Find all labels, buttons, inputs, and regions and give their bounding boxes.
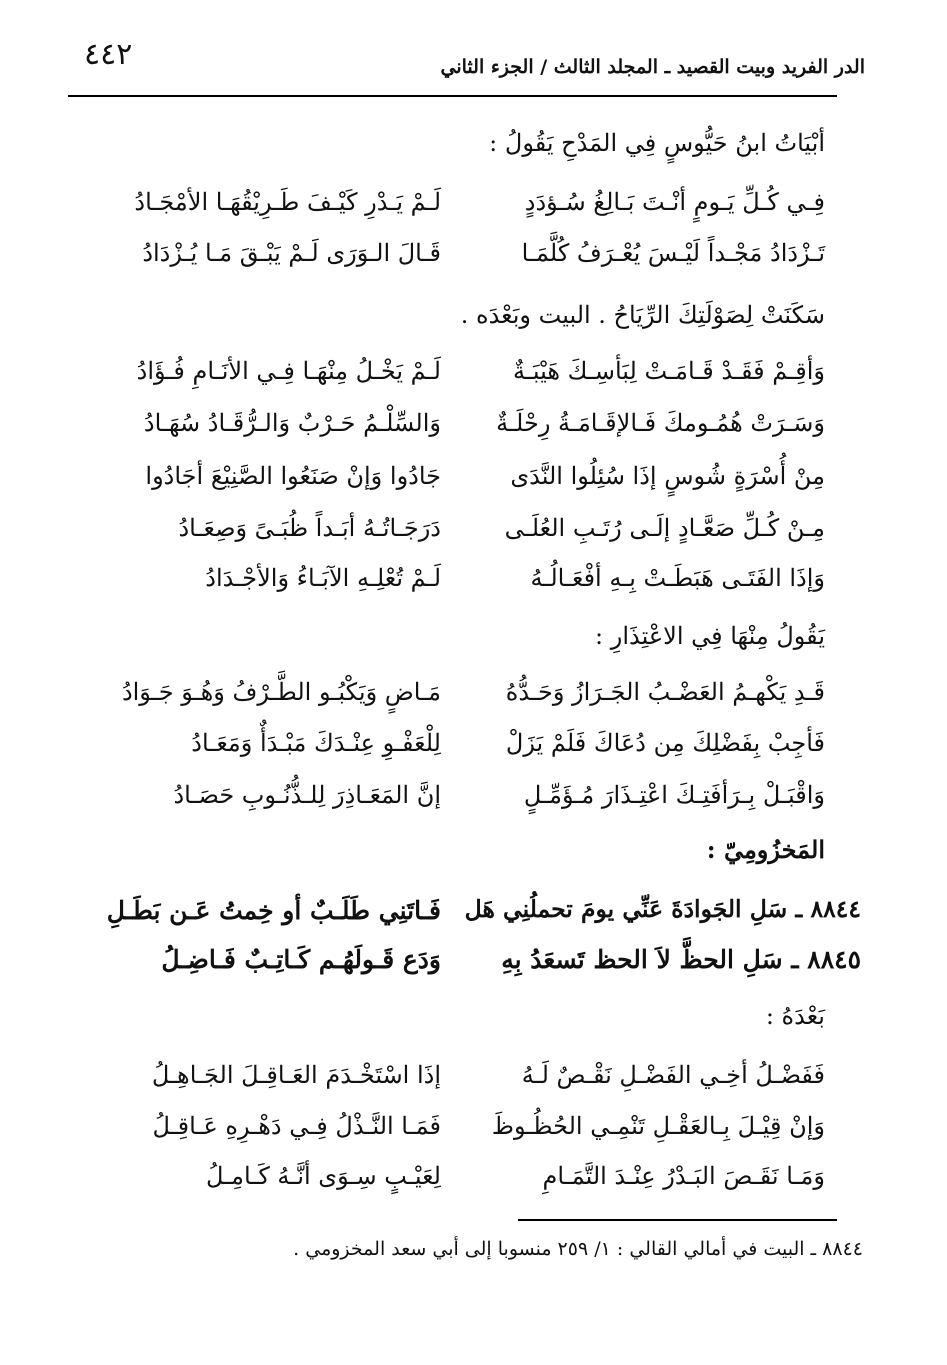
verse-first-hemistich: وَأقِـمْ فَقَـدْ قَـامَـتْ لِبَأسِـكَ هَيْبَـةٌ — [512, 357, 825, 385]
footnote-rule — [518, 1219, 837, 1221]
verse-second-hemistich: لَـمْ يَـدْرِ كَيْـفَ طَـرِيْقُهَـا الأمْجَـادُ — [134, 188, 441, 216]
verse-first-hemistich: مِنْ أُسْرَةٍ شُوسٍ إذَا سُئِلُوا النَّدَى — [510, 462, 825, 490]
verse-first-hemistich: وَإنْ قِيْـلَ بِـالعَقْـلِ تَنْمِـي الحُظُـوظَ — [491, 1112, 825, 1140]
verse-second-hemistich: فَمَـا النَّـذْلُ فِـي دَهْـرِهِ عَـاقِـلُ — [152, 1112, 441, 1140]
intro-line: يَقُولُ مِنْهَا فِي الاعْتِذَارِ : — [595, 622, 825, 650]
verse-second-hemistich: لَـمْ تُعْلِـهِ الآبَـاءُ وَالأجْـدَادُ — [205, 564, 441, 592]
verse-second-hemistich: لَـمْ يَخْـلُ مِنْهَـا فِـي الأنَـامِ فُـؤَادُ — [136, 357, 441, 385]
footnote: ٨٨٤٤ ـ البيت في أمالي القالي : ١/ ٢٥٩ منسوبا إلى أبي سعد المخزومي . — [293, 1238, 863, 1260]
numbered-verse-first-hemistich: ٨٨٤٤ ـ سَلِ الجَوادَةَ عَنِّي يومَ تحملُنِي هَل — [464, 895, 861, 923]
verse-first-hemistich: فَفَضْـلُ أخِـي الفَضْـلِ نَقْـصٌ لَـهُ — [521, 1061, 825, 1089]
verse-second-hemistich: جَادُوا وَإنْ صَنَعُوا الصَّنِيْعَ أجَادُوا — [145, 462, 441, 490]
intro-line: أبْيَاتُ ابنُ حَيُّوسٍ فِي المَدْحِ يَقُولُ : — [489, 129, 825, 157]
verse-second-hemistich: قَـالَ الـوَرَى لَـمْ يَبْـقَ مَـا يُـزْدَادُ — [142, 239, 441, 267]
verse-second-hemistich: مَـاضٍ وَيَكْبُـو الطَّـرْفُ وَهُـوَ جَـوَادُ — [121, 678, 441, 706]
running-header: الدر الفريد وبيت القصيد ـ المجلد الثالث / الجزء الثاني — [440, 56, 865, 78]
verse-second-hemistich: إذَا اسْتَخْـدَمَ العَـاقِـلَ الجَـاهِـلُ — [151, 1061, 441, 1089]
verse-first-hemistich: مِـنْ كُـلِّ صَعَّـادٍ إلَـى رُتَـبِ العُلَـى — [504, 514, 825, 542]
verse-first-hemistich: تَـزْدَادُ مَجْـداً لَيْـسَ يُعْـرَفُ كُلَّمَـا — [521, 239, 825, 267]
verse-first-hemistich: وَمَـا نَقَـصَ البَـدْرُ عِنْـدَ التَّمَـامِ — [542, 1162, 825, 1190]
verse-first-hemistich: وَإذَا الفَتَـى هَبَطَـتْ بِـهِ أفْعَـالُـهُ — [530, 564, 825, 592]
verse-second-hemistich: دَرَجَـاتُـهُ أبَـداً ظُبَـىً وَصِعَـادُ — [178, 514, 441, 542]
poet-attribution: المَخزُومِيّ : — [706, 835, 825, 864]
intro-line: سَكَنَتْ لِصَوْلَتِكَ الرِّيَاحُ . البيت وبَعْدَه . — [460, 301, 825, 329]
header-rule — [68, 95, 837, 97]
verse-second-hemistich: إنَّ المَعَـاذِرَ لِلـذُّنُـوبِ حَصَـادُ — [173, 781, 441, 809]
verse-second-hemistich: وَالسِّلْـمُ حَـرْبٌ وَالـرُّقَـادُ سُهَـادُ — [143, 409, 441, 437]
numbered-verse-second-hemistich: وَدَع قَـولَهُـم كَـاتِـبٌ فَـاضِـلُ — [161, 945, 441, 974]
verse-first-hemistich: وَسَـرَتْ هُمُـومكَ فَـالإقَـامَـةُ رِحْلَـةٌ — [496, 409, 825, 437]
verse-second-hemistich: لِلْعَفْـوِ عِنْـدَكَ مَبْـدَأٌ وَمَعَـادُ — [191, 729, 441, 757]
numbered-verse-first-hemistich: ٨٨٤٥ ـ سَلِ الحظَّ لاَ الحظ تَسعَدُ بِهِ — [501, 945, 861, 974]
numbered-verse-second-hemistich: فَـاتَنِي طَلَـبٌ أو خِمتُ عَـن بَطَـلِ — [106, 896, 441, 925]
intro-line: بَعْدَهُ : — [765, 1002, 825, 1030]
verse-second-hemistich: لِعَيْـبٍ سِـوَى أنَّـهُ كَـامِـلُ — [205, 1162, 441, 1190]
verse-first-hemistich: وَاقْبَـلْ بِـرَأفَتِـكَ اعْتِـذَارَ مُـؤَمِّـلٍ — [523, 781, 825, 809]
verse-first-hemistich: قَـدِ يَكْهـمُ العَضْـبُ الجَـرَازُ وَحَـدُّهُ — [505, 678, 825, 706]
verse-first-hemistich: فِـي كُـلِّ يَـومٍ أنْـتَ بَـالِغُ سُـؤدَدٍ — [524, 188, 825, 216]
page-number: ٤٤٢ — [84, 37, 133, 72]
verse-first-hemistich: فَأجِبْ بِفَضْلِكَ مِن دُعَاكَ فَلَمْ يَزَلْ — [505, 729, 825, 757]
